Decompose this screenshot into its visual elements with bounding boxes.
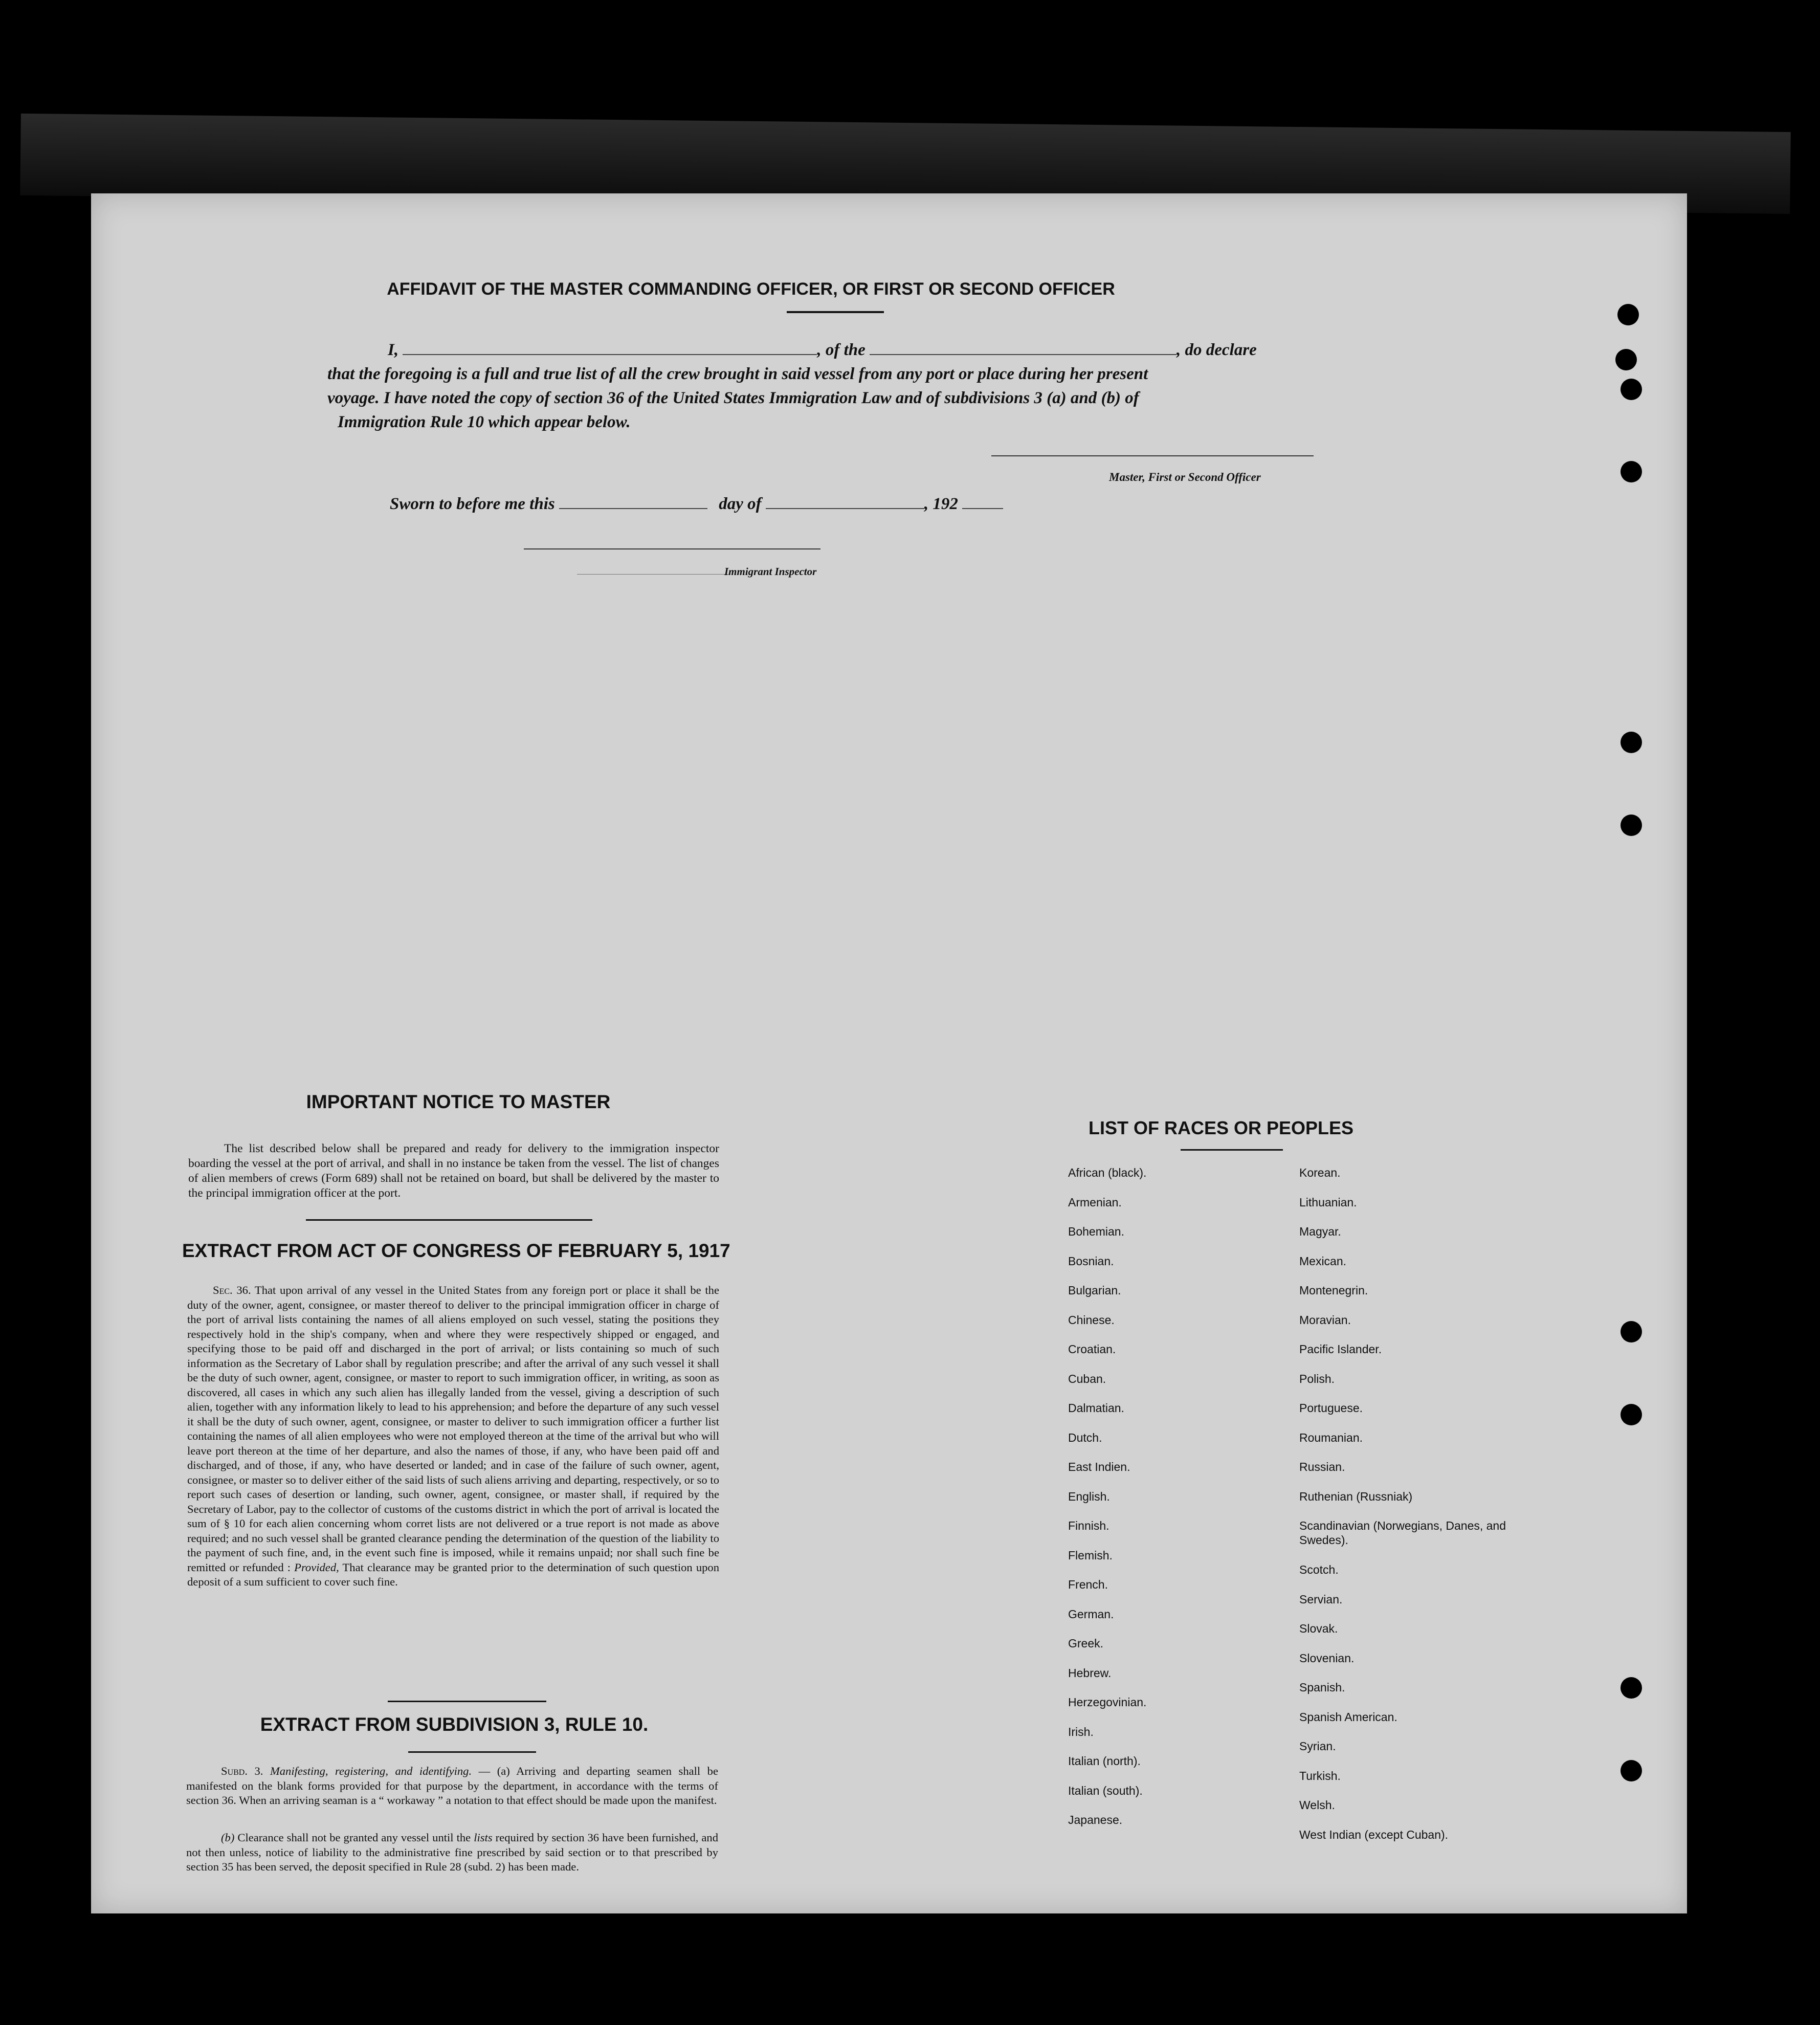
race-item: Herzegovinian.: [1068, 1696, 1147, 1709]
race-item: Hebrew.: [1068, 1666, 1112, 1680]
extract-rule-rule: [408, 1751, 536, 1753]
race-item: West Indian (except Cuban).: [1299, 1828, 1449, 1841]
race-item: Croatian.: [1068, 1342, 1116, 1356]
sworn-line: Sworn to before me this day of , 192: [390, 492, 1259, 516]
race-item: Lithuanian.: [1299, 1195, 1357, 1209]
race-item: Flemish.: [1068, 1548, 1113, 1562]
race-item: English.: [1068, 1489, 1110, 1503]
master-signature-line[interactable]: [991, 455, 1314, 456]
race-item: Bulgarian.: [1068, 1284, 1121, 1297]
race-item: Moravian.: [1299, 1313, 1351, 1327]
extract-act-title: EXTRACT FROM ACT OF CONGRESS OF FEBRUARY 5, 1917: [182, 1240, 730, 1261]
affidavit-line-1: I, , of the , do declare: [388, 341, 1257, 359]
punch-hole: [1617, 304, 1639, 325]
extract-rule-part-b: (b) Clearance shall not be granted any vessel until the lists required by section 36 have been furnished, and not then unless, notice of liability to the administrative fine prescribed by said section or to that prescribed by section 35 has been served, the deposit specified in Rule 28 (subd. 2) has been made.: [186, 1831, 719, 1873]
race-item: Greek.: [1068, 1637, 1104, 1650]
punch-hole: [1621, 461, 1642, 482]
punch-hole: [1621, 1404, 1642, 1425]
inspector-signature-line[interactable]: [524, 548, 820, 549]
extract-act-body: Sec. 36. That upon arrival of any vessel in the United States from any foreign port or place it shall be the duty of the owner, agent, consignee, or master thereof to deliver to the principal immigration officer in charge of the port of arrival lists containing the names of all aliens employed on such vessel, stating the positions they respectively hold in the ship's company, when and where they were respectively shipped or engaged, and specifying those to be paid off and discharged in the port of arrival; or lists containing so much of such information as the Secretary of Labor shall by regulation prescribe; and after the arrival of any such vessel it shall be the duty of such owner, agent, consignee, or master to report to such immigration officer, in writing, as soon as discovered, all cases in which any such alien has illegally landed from the vessel, giving a description of such alien, together with any information likely to lead to his apprehension; and before the departure of any such vessel it shall be the duty of such owner, agent, consignee, or master to deliver to such immigration officer a further list containing the names of all alien employees who were not employed thereon at the time of the arrival but who will leave port thereon at the time of her departure, and also the names of those, if any, who have been paid off and discharged, and of those, if any, who have deserted or landed; and in case of the failure of such owner, agent, consignee, or master so to deliver either of the said lists of such aliens arriving and departing, respectively, or so to report such cases of desertion or landing, such owner, agent, consignee, or master shall, if required by the Secretary of Labor, pay to the collector of customs of the customs district in which the port of arrival is located the sum of § 10 for each alien concerning whom corret lists are not delivered or a true report is not made as above required; and no such vessel shall be granted clearance pending the determination of the question of the liability to the payment of such fine, and, in the event such fine is imposed, while it remains unpaid; nor shall such fine be remitted or refunded : Provided, That clearance may be granted prior to the determination of such question upon deposit of a sum sufficient to cover such fine.: [187, 1284, 720, 1588]
race-item: Cuban.: [1068, 1372, 1106, 1385]
race-item: Finnish.: [1068, 1519, 1109, 1532]
punch-hole: [1621, 732, 1642, 753]
inspector-label: Immigrant Inspector: [724, 565, 817, 578]
punch-hole: [1621, 379, 1642, 400]
race-item: Slovak.: [1299, 1622, 1338, 1635]
race-item: Ruthenian (Russniak): [1299, 1489, 1413, 1503]
race-item: French.: [1068, 1578, 1108, 1591]
sworn-month-field[interactable]: [766, 508, 924, 509]
race-item: Slovenian.: [1299, 1651, 1355, 1665]
extract-rule-part-a: Subd. 3. Manifesting, registering, and identifying. — (a) Arriving and departing seamen shall be manifested on the blank forms provided for that purpose by the department, in accordance with the terms of section 36. When an arriving seaman is a “ workaway ” a notation to that effect should be made upon the manifest.: [186, 1765, 719, 1807]
punch-hole: [1621, 815, 1642, 836]
punch-hole: [1615, 349, 1637, 370]
extract-act-rule: [388, 1701, 546, 1702]
vessel-name-field[interactable]: [870, 354, 1177, 355]
race-item: Italian (north).: [1068, 1754, 1141, 1768]
extract-rule-title: EXTRACT FROM SUBDIVISION 3, RULE 10.: [260, 1714, 649, 1735]
race-item: Magyar.: [1299, 1225, 1341, 1238]
race-item: Servian.: [1299, 1592, 1343, 1606]
punch-hole: [1621, 1760, 1642, 1781]
notice-title: IMPORTANT NOTICE TO MASTER: [306, 1091, 611, 1112]
race-item: Dalmatian.: [1068, 1401, 1124, 1415]
races-title-rule: [1181, 1149, 1283, 1151]
race-item: Polish.: [1299, 1372, 1335, 1385]
race-item: Welsh.: [1299, 1798, 1335, 1812]
punch-hole: [1621, 1677, 1642, 1699]
master-name-field[interactable]: [403, 354, 817, 355]
document-page: [91, 193, 1687, 1913]
races-left-column: [1068, 1165, 1273, 1842]
race-item: Portuguese.: [1299, 1401, 1363, 1415]
race-item: Japanese.: [1068, 1813, 1123, 1826]
race-item: Armenian.: [1068, 1195, 1122, 1209]
race-item: Scandinavian (Norwegians, Danes, and Swedes).: [1299, 1519, 1506, 1547]
race-item: Bohemian.: [1068, 1225, 1124, 1238]
notice-body: The list described below shall be prepared and ready for delivery to the immigration inspector boarding the vessel at the port of arrival, and shall in no instance be taken from the vessel. The list of changes of alien members of crews (Form 689) shall not be retained on board, but shall be delivered by the master to the principal immigration officer at the port.: [188, 1142, 719, 1200]
race-item: Montenegrin.: [1299, 1284, 1368, 1297]
affidavit-title-rule: [787, 311, 884, 313]
sworn-year-field[interactable]: [962, 508, 1003, 509]
race-item: Roumanian.: [1299, 1430, 1363, 1444]
race-item: Syrian.: [1299, 1740, 1336, 1753]
race-item: Bosnian.: [1068, 1254, 1114, 1268]
race-item: Spanish American.: [1299, 1710, 1397, 1724]
sworn-day-field[interactable]: [559, 508, 707, 509]
race-item: East Indien.: [1068, 1460, 1130, 1473]
races-title: LIST OF RACES OR PEOPLES: [1089, 1117, 1354, 1138]
race-item: Irish.: [1068, 1725, 1094, 1738]
master-signature-label: Master, First or Second Officer: [1109, 471, 1261, 483]
races-right-column: [1299, 1165, 1514, 1857]
punch-hole: [1621, 1321, 1642, 1342]
affidavit-line-4: Immigration Rule 10 which appear below.: [338, 413, 631, 431]
inspector-dots-line: [577, 574, 730, 575]
race-item: Turkish.: [1299, 1769, 1341, 1782]
notice-rule: [306, 1219, 592, 1221]
race-item: Spanish.: [1299, 1681, 1345, 1694]
race-item: Dutch.: [1068, 1430, 1102, 1444]
race-item: Korean.: [1299, 1166, 1341, 1179]
race-item: Italian (south).: [1068, 1784, 1143, 1797]
race-item: Mexican.: [1299, 1254, 1347, 1268]
race-item: Pacific Islander.: [1299, 1342, 1382, 1356]
affidavit-line-2: that the foregoing is a full and true list of all the crew brought in said vessel from any port or place during her present: [327, 365, 1148, 383]
affidavit-title: AFFIDAVIT OF THE MASTER COMMANDING OFFICER, OR FIRST OR SECOND OFFICER: [387, 279, 1115, 299]
race-item: Chinese.: [1068, 1313, 1115, 1327]
race-item: Russian.: [1299, 1460, 1345, 1473]
affidavit-line-3: voyage. I have noted the copy of section 36 of the United States Immigration Law and of subdivisions 3 (a) and (b) of: [327, 389, 1139, 407]
race-item: Scotch.: [1299, 1563, 1339, 1576]
race-item: German.: [1068, 1607, 1114, 1621]
race-item: African (black).: [1068, 1166, 1147, 1179]
